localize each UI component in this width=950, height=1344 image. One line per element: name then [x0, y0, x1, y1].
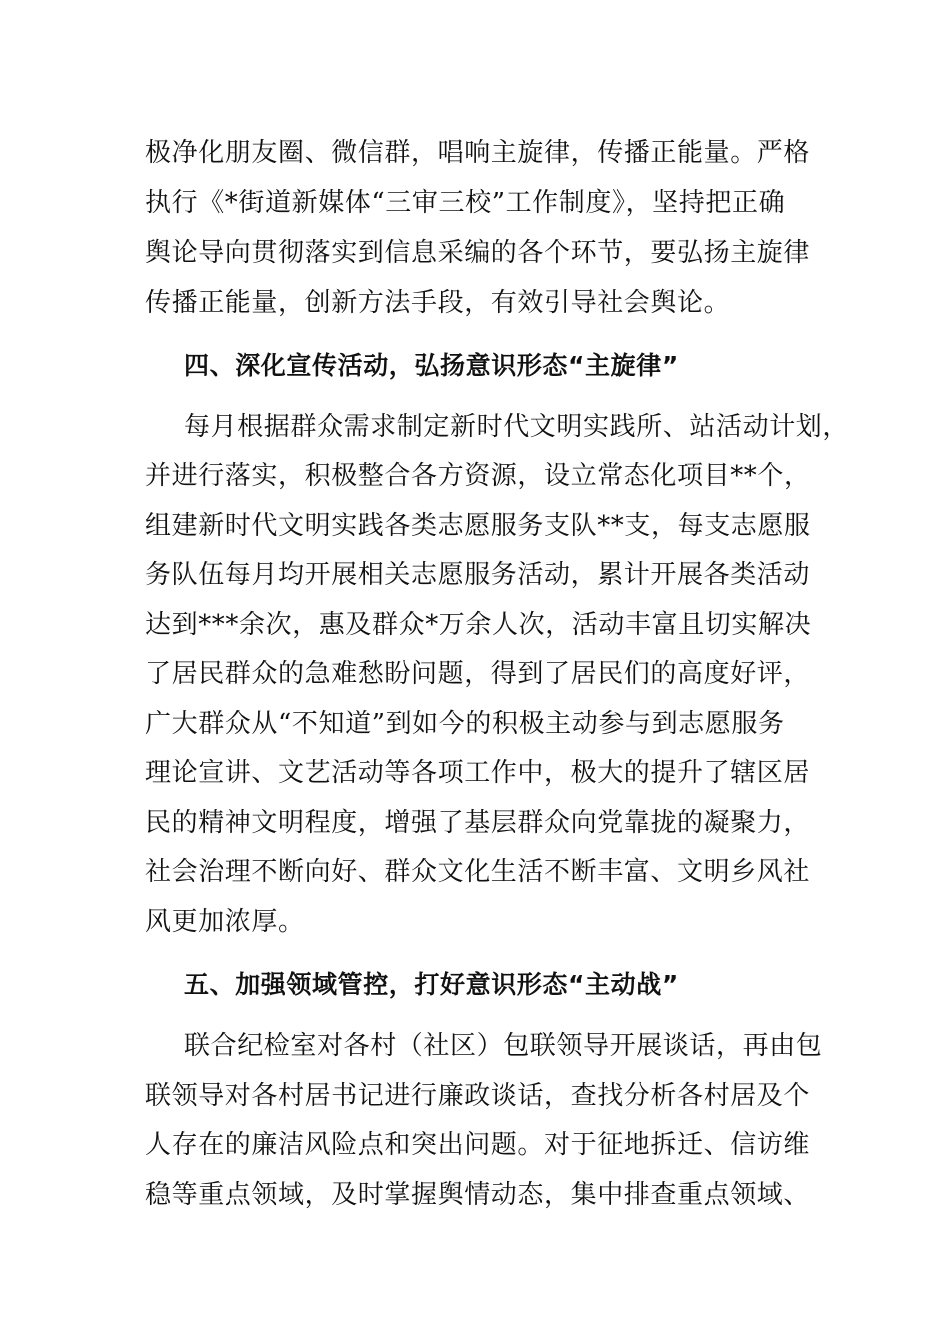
section4-line-9: 民的精神文明程度，增强了基层群众向党靠拢的凝聚力， [145, 808, 811, 838]
section4-line-2: 并进行落实，积极整合各方资源，设立常态化项目**个， [145, 461, 811, 491]
section4-line-11: 风更加浓厚。 [145, 907, 305, 937]
section-heading-4: 四、深化宣传活动，弘扬意识形态“主旋律” [184, 351, 679, 380]
section4-line-10: 社会治理不断向好、群众文化生活不断丰富、文明乡风社 [145, 857, 811, 887]
intro-line-2: 执行《*街道新媒体“三审三校”工作制度》，坚持把正确 [145, 188, 786, 218]
intro-line-3: 舆论导向贯彻落实到信息采编的各个环节，要弘扬主旋律 [145, 238, 811, 268]
section5-line-2: 联领导对各村居书记进行廉政谈话，查找分析各村居及个 [145, 1081, 811, 1111]
section4-line-8: 理论宣讲、文艺活动等各项工作中，极大的提升了辖区居 [145, 758, 811, 788]
section5-line-4: 稳等重点领域，及时掌握舆情动态，集中排查重点领域、 [145, 1180, 811, 1210]
section4-line-7: 广大群众从“不知道”到如今的积极主动参与到志愿服务 [145, 709, 785, 739]
section4-line-6: 了居民群众的急难愁盼问题，得到了居民们的高度好评， [145, 659, 811, 689]
section5-line-3: 人存在的廉洁风险点和突出问题。对于征地拆迁、信访维 [145, 1130, 811, 1160]
section-heading-5: 五、加强领域管控，打好意识形态“主动战” [184, 970, 679, 999]
section4-line-4: 务队伍每月均开展相关志愿服务活动，累计开展各类活动 [145, 560, 811, 590]
intro-line-1: 极净化朋友圈、微信群，唱响主旋律，传播正能量。严格 [145, 138, 811, 168]
section5-line-1: 联合纪检室对各村（社区）包联领导开展谈话，再由包 [184, 1031, 823, 1061]
section4-line-3: 组建新时代文明实践各类志愿服务支队**支，每支志愿服 [145, 511, 811, 541]
section4-line-5: 达到***余次，惠及群众*万余人次，活动丰富且切实解决 [145, 610, 812, 640]
intro-line-4: 传播正能量，创新方法手段，有效引导社会舆论。 [145, 288, 731, 318]
section4-line-1: 每月根据群众需求制定新时代文明实践所、站活动计划， [184, 412, 850, 442]
